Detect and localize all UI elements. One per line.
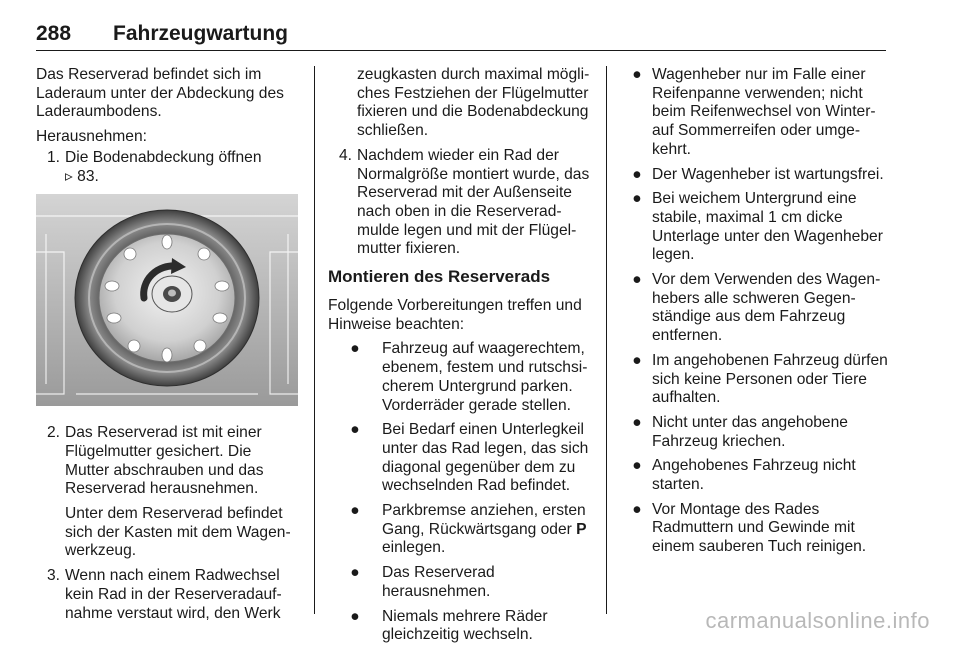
step-number: 1. xyxy=(46,148,60,166)
step-2 xyxy=(36,424,298,499)
step-text: Das Reserverad ist mit einer Flügelmutter gesichert. Die Mutter abschrauben und das Reserverad herausnehmen. xyxy=(65,424,264,498)
column-middle xyxy=(328,66,592,651)
bullet-icon: ● xyxy=(632,413,642,431)
column-right xyxy=(622,66,888,563)
section-heading: Montieren des Reserverads xyxy=(328,267,551,287)
list-item: ● Parkbremse anziehen, ersten Gang, Rückwärtsgang oder P einlegen. xyxy=(328,502,592,558)
list-item: ● Vor dem Verwenden des Wagenhebers alle schweren Gegenständige aus dem Fahrzeug entfernen. xyxy=(622,271,888,346)
step-2-note: Unter dem Reserverad befindet sich der Kasten mit dem Wagenwerkzeug. xyxy=(65,505,291,560)
bullet-icon: ● xyxy=(632,457,642,475)
step-1 xyxy=(36,149,298,186)
list-item: ● Nicht unter das angehobene Fahrzeug kriechen. xyxy=(622,414,888,451)
preparation-paragraph: Folgende Vorbereitungen treffen und Hinweise beachten: xyxy=(328,297,582,333)
list-item: ● Das Reserverad herausnehmen. xyxy=(328,564,592,601)
column-divider xyxy=(314,66,315,614)
bullet-icon: ● xyxy=(350,607,360,625)
page-number: 288 xyxy=(36,22,72,45)
page-reference-link[interactable]: ▹ 83. xyxy=(65,167,99,185)
bullet-icon: ● xyxy=(632,271,642,289)
step-3-continued: zeugkasten durch maximal mögliches Festziehen der Flügelmutter fixieren und die Bodenabdeckung schließen. xyxy=(357,66,590,140)
gear-symbol: P xyxy=(576,520,587,538)
watermark: carmanualsonline.info xyxy=(705,608,930,633)
spare-wheel-illustration xyxy=(36,194,298,406)
bullet-icon: ● xyxy=(350,340,360,358)
step-text: Wenn nach einem Radwechsel kein Rad in der Reserveradaufnahme verstaut wird, den Werk xyxy=(65,567,282,622)
bullet-icon: ● xyxy=(632,351,642,369)
bullet-icon: ● xyxy=(350,502,360,520)
list-item: ● Fahrzeug auf waagerechtem, ebenem, festem und rutschsicherem Untergrund parken. Vorderräder gerade stellen. xyxy=(328,340,592,415)
list-item: ● Der Wagenheber ist wartungsfrei. xyxy=(622,166,888,185)
page-title: Fahrzeugwartung xyxy=(113,22,289,45)
step-number: 2. xyxy=(46,424,60,442)
step-3 xyxy=(36,567,298,623)
list-item: ● Bei Bedarf einen Unterlegkeil unter das Rad legen, das sich diagonal gegenüber dem zu wechselnden Rad befindet. xyxy=(328,421,592,496)
intro-paragraph: Das Reserverad befindet sich im Laderaum unter der Abdeckung des Laderaumbodens. xyxy=(36,66,284,121)
list-item: ● Im angehobenen Fahrzeug dürfen sich keine Personen oder Tiere aufhalten. xyxy=(622,352,888,408)
list-item: ● Niemals mehrere Räder gleichzeitig wechseln. xyxy=(328,608,592,645)
step-number: 3. xyxy=(46,567,60,585)
column-left xyxy=(36,66,298,629)
list-item: ● Angehobenes Fahrzeug nicht starten. xyxy=(622,457,888,494)
bullet-icon: ● xyxy=(350,564,360,582)
step-4 xyxy=(328,147,592,259)
bullet-icon: ● xyxy=(632,190,642,208)
page-header xyxy=(36,14,886,51)
list-item: ● Bei weichem Untergrund eine stabile, maximal 1 cm dicke Unterlage unter den Wagenheber legen. xyxy=(622,190,888,265)
list-item: ● Vor Montage des Rades Radmuttern und Gewinde mit einem sauberen Tuch reinigen. xyxy=(622,501,888,557)
bullet-icon: ● xyxy=(632,500,642,518)
step-text: Nachdem wieder ein Rad der Normalgröße montiert wurde, das Reserverad mit der Außenseite nach oben in die Reserveradmulde legen und mit der Flügelmutter fixieren. xyxy=(357,146,590,258)
bullet-icon: ● xyxy=(632,66,642,83)
remove-label: Herausnehmen: xyxy=(36,128,147,146)
bullet-icon: ● xyxy=(350,421,360,439)
list-item: ● Wagenheber nur im Falle einer Reifenpanne verwenden; nicht beim Reifenwechsel von Winter- auf Sommerreifen oder umgekehrt. xyxy=(622,66,888,160)
step-number: 4. xyxy=(338,146,352,164)
bullet-icon: ● xyxy=(632,165,642,183)
step-text: Die Bodenabdeckung öffnen xyxy=(65,148,262,166)
column-divider xyxy=(606,66,607,614)
